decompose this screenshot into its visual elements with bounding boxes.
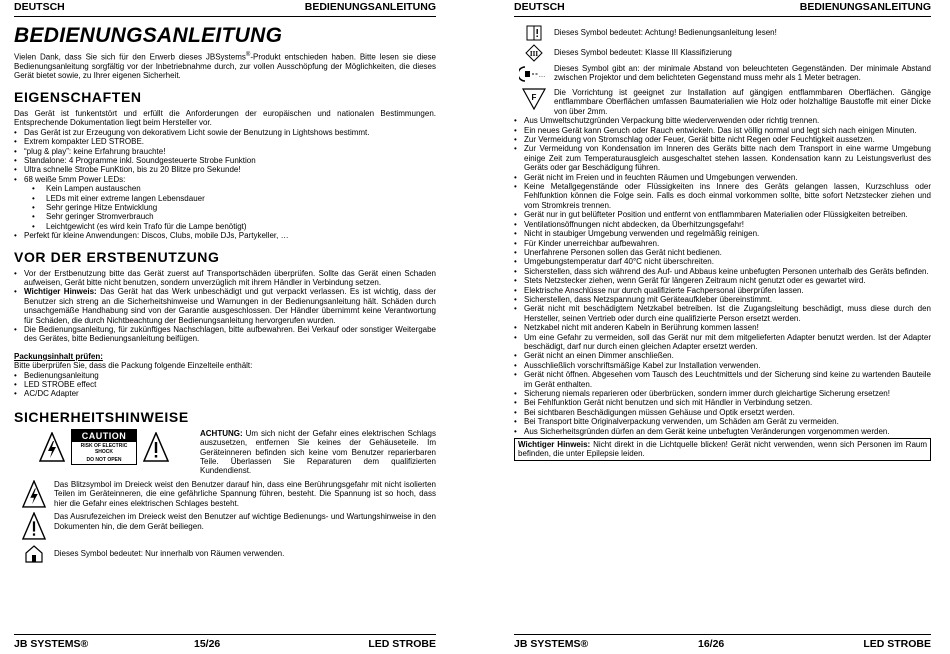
header-title: BEDIENUNGSANLEITUNG [304,1,436,13]
lightning-warning-icon [39,432,65,462]
list-item: • Gerät nicht an einen Dimmer anschließen. [514,351,931,360]
exclamation-triangle-icon [22,512,46,540]
symbol-class-iii: III Dieses Symbol bedeutet: Klasse III Klassifizierung [514,44,931,62]
page-footer [14,634,436,653]
caution-text: ACHTUNG: Um sich nicht der Gefahr eines elektrischen Schlags auszusetzen, entfernen Sie keines der Gehäuseteile. Im Geräteinneren befinden sich keine vom Benutzer reparierbaren Teile. Überlassen Sie Reparaturen dem qualifizierten Kundendienst. [200,428,436,476]
list-item: • Bei Transport bitte Originalverpackung verwenden, um Schäden am Gerät zu vermeiden. [514,417,931,426]
page-header [514,0,931,17]
section-title-before-use: VOR DER ERSTBENUTZUNG [14,248,220,265]
list-item: • Kein Lampen austauschen [14,184,436,193]
section-title-safety: SICHERHEITSHINWEISE [14,408,189,425]
list-item: • Unerfahrene Personen sollen das Gerät nicht bedienen. [514,248,931,257]
page-header [14,0,436,17]
lightning-triangle-icon [22,480,46,508]
list-item: • Ein neues Gerät kann Geruch oder Rauch entwickeln. Das ist völlig normal und legt sich nach einigen Minuten. [514,126,931,135]
list-item: • Ventilationsöffnungen nicht abdecken, da Überhitzungsgefahr! [514,220,931,229]
minimum-distance-icon [519,64,549,84]
list-item: • Perfekt für kleine Anwendungen: Discos, Clubs, mobile DJs, Partykeller, … [14,231,436,240]
footer-brand: JB SYSTEMS® [514,638,589,650]
footer-brand: JB SYSTEMS® [14,638,89,650]
footer-page-number: 16/26 [698,638,725,650]
list-item: • Bei sichtbaren Beschädigungen müssen Gehäuse und Optik ersetzt werden. [514,408,931,417]
list-item: • Sicherstellen, dass Netzspannung mit Geräteaufkleber übereinstimmt. [514,295,931,304]
section-title-features: EIGENSCHAFTEN [14,88,142,105]
list-item: • Vor der Erstbenutzung bitte das Gerät zuerst auf Transportschäden überprüfen. Sollte das Gerät einen Schaden aufweisen, Gerät bitte nicht benutzen, sondern unverzüglich mit ihrem Händler in Verbindung setzen. [14,269,436,288]
list-item: • Bedienungsanleitung [14,371,436,380]
caution-block [14,429,436,476]
indoor-note: Dieses Symbol bedeutet: Nur innerhalb von Räumen verwenden. [14,544,436,564]
exclamation-note: Das Ausrufezeichen im Dreieck weist den Benutzer auf wichtige Bedienungs- und Wartungshinweise in den Dokumenten hin, die dem Gerät beiliegen. [14,512,436,540]
page-right [514,0,931,654]
list-item: • Die Bedienungsanleitung, für zukünftiges Nachschlagen, bitte aufbewahren. Bei Verkauf oder sonstiger Weitergabe des Gerätes, bitte Bedienungsanleitung beifügen. [14,325,436,344]
before-use-list [14,269,436,344]
footer-product: LED STROBE [368,638,436,650]
list-item: • Aus Sicherheitsgründen dürfen an dem Gerät keine unbefugten Veränderungen vorgenommen werden. [514,427,931,436]
symbol-flammable-surface: F Die Vorrichtung ist geeignet zur Installation auf gängigen entflammbaren Oberflächen. Gängige entflammbare Oberflächen umfassen Baumaterialien wie Holz oder holzhaltige Baustoffe mit einer Dicke von über 2mm. [514,88,931,116]
symbol-read-manual: Dieses Symbol bedeutet: Achtung! Bedienungsanleitung lesen! [514,25,931,41]
list-item: • Für Kinder unerreichbar aufbewahren. [514,239,931,248]
lightning-note: Das Blitzsymbol im Dreieck weist den Benutzer darauf hin, dass eine Berührungsgefahr mit nicht isolierten Teilen im Geräteinneren, die eine gefährliche Spannung führen, besteht. Die Spannung ist so hoch, dass hier die Gefahr eines elektrischen Schlages besteht. [14,480,436,508]
list-item: • Ultra schnelle Strobe FunKtion, bis zu 20 Blitze pro Sekunde! [14,165,436,174]
list-item: • Ausschließlich vorschriftsmäßige Kabel zur Installation verwenden. [514,361,931,370]
header-language: DEUTSCH [14,1,65,13]
header-title: BEDIENUNGSANLEITUNG [799,1,931,13]
class-iii-icon [525,44,543,62]
symbol-min-distance: … Dieses Symbol gibt an: der minimale Abstand von beleuchteten Gegenständen. Der minimale Abstand zwischen Projektor und dem belichteten Gegenstand muss mehr als 1 Meter betragen. [514,64,931,84]
svg-text:F: F [531,93,537,102]
list-item: • Gerät nicht im Freien und in feuchten Räumen und Umgebungen verwenden. [514,173,931,182]
list-item: • Elektrische Anschlüsse nur durch qualifizierte Fachpersonal überprüfen lassen. [514,286,931,295]
features-list [14,128,436,184]
list-item: • Um eine Gefahr zu vermeiden, soll das Gerät nur mit dem mitgelieferten Adapter benutzt werden. Ist der Adapter beschädigt, darf nur durch einen gleichen Adapter ersetzt werden. [514,333,931,352]
features-intro: Das Gerät ist funkentstört und erfüllt die Anforderungen der europäischen und nationalen Bestimmungen. Entsprechende Dokumentation liegt beim Hersteller vor. [14,108,436,128]
footer-page-number: 15/26 [194,638,221,650]
list-item: • Das Gerät ist zur Erzeugung von dekorativem Licht sowie der Benutzung in Lightshows bestimmt. [14,128,436,137]
document-title: BEDIENUNGSANLEITUNG [14,24,283,47]
package-contents-title: Packungsinhalt prüfen: [14,351,103,361]
list-item: • Gerät nicht öffnen. Abgesehen vom Tausch des Leuchtmittels und der Sicherung sind keine zu wartenden Bauteile im Gerät enthalten. [514,370,931,389]
list-item: • Extrem kompakter LED STROBE. [14,137,436,146]
list-item: • Sicherung niemals reparieren oder überbrücken, sondern immer durch gleichartige Sicherung ersetzen! [514,389,931,398]
list-item: • Aus Umweltschutzgründen Verpackung bitte wiederverwenden oder richtig trennen. [514,116,931,125]
list-item: • Umgebungstemperatur darf 40°C nicht überschreiten. [514,257,931,266]
list-item: • Leichtgewicht (es wird kein Trafo für die Lampe benötigt) [14,222,436,231]
indoor-use-icon [24,544,44,564]
list-item: • Stets Netzstecker ziehen, wenn Gerät für längeren Zeitraum nicht genutzt oder es gewartet wird. [514,276,931,285]
package-contents-text: Bitte überprüfen Sie, dass die Packung folgende Einzelteile enthält: [14,361,253,371]
list-item: • Sehr geringer Stromverbrauch [14,212,436,221]
list-item: • Keine Metallgegenstände oder Flüssigkeiten ins Innere des Geräts gelangen lassen, Kurzschluss oder Fehlfunktion können die Folge sein. Falls es doch einmal vorkommen sollte, bitte sofort Netzstecker ziehen und vom Stromkreis trennen. [514,182,931,210]
list-item: • Zur Vermeidung von Stromschlag oder Feuer, Gerät bitte nicht Regen oder Feuchtigkeit aussetzen. [514,135,931,144]
list-item: • Standalone: 4 Programme inkl. Soundgesteuerte Strobe Funktion [14,156,436,165]
flammable-surface-icon [522,88,546,110]
list-item: • Nicht in staubiger Umgebung verwenden und regelmäßig reinigen. [514,229,931,238]
read-manual-icon [525,25,543,41]
list-item: • Gerät nur in gut belüfteter Position und entfernt von entflammbaren Materialien oder Flüssigkeiten betreiben. [514,210,931,219]
list-item: • 68 weiße 5mm Power LEDs: [14,175,436,184]
list-item: • Netzkabel nicht mit anderen Kabeln in Berührung kommen lassen! [514,323,931,332]
list-item: • AC/DC Adapter [14,389,436,398]
list-item: • Bei Fehlfunktion Gerät nicht benutzen und sich mit Händler in Verbindung setzen. [514,398,931,407]
caution-label: CAUTION RISK OF ELECTRIC SHOCK DO NOT OPEN [71,429,137,465]
list-item: • Sehr geringe Hitze Entwicklung [14,203,436,212]
svg-text:…: … [538,72,546,79]
important-note-box: Wichtiger Hinweis: Nicht direkt in die Lichtquelle blicken! Gerät nicht verwenden, wenn sich Personen im Raum befinden, die unter Epilepsie leiden. [514,438,931,461]
page-footer [514,634,931,653]
list-item: • Sicherstellen, dass sich während des Auf- und Abbaus keine unbefugten Personen unterhalb des Geräts befinden. [514,267,931,276]
list-item: • Gerät nicht mit beschädigtem Netzkabel betreiben. Ist die Zugangsleitung beschädigt, muss diese durch den Hersteller, seinen Vertrieb oder durch eine qualifizierte Person ersetzt werden. [514,304,931,323]
header-language: DEUTSCH [514,1,565,13]
page-body [14,24,436,564]
exclamation-warning-icon [143,432,169,462]
safety-list [514,116,931,436]
list-item: • Zur Vermeidung von Kondensation im Inneren des Geräts bitte nach dem Transport in eine warme Umgebung einige Zeit zum Temperaturausgleich ausgeschaltet stehen lassen. Kondensation kann zu Leistungsverlust des Geräts oder gar Beschädigung führen. [514,144,931,172]
list-item: • Wichtiger Hinweis: Das Gerät hat das Werk unbeschädigt und gut verpackt verlassen. Es ist wichtig, dass der Benutzer sich streng an die Sicherheitshinweise und Warnungen in der Bedienungsanleitung hält. Schäden durch unsachgemäße Handhabung sind von der Garantie ausgeschlossen. Der Händler übernimmt keine Verantwortung für Schäden, die durch Nichtbeachtung der Bedienungsanleitung hervorgerufen wurden. [14,287,436,325]
led-features-sublist [14,184,436,231]
package-contents-list [14,371,436,399]
list-item: • LED STROBE effect [14,380,436,389]
svg-text:III: III [529,50,539,58]
footer-product: LED STROBE [863,638,931,650]
list-item: • LEDs mit einer extreme langen Lebensdauer [14,194,436,203]
page-left [14,0,436,654]
list-item: • “plug & play”: keine Erfahrung brauchte! [14,147,436,156]
page-body [514,25,931,461]
intro-paragraph: Vielen Dank, dass Sie sich für den Erwerb dieses JBSystems®-Produkt entschieden haben. Bitte lesen sie diese Bedienungsanleitung sorgfältig vor der Inbetriebnahme durch, zur vollen Ausschöpfung der Möglichkeiten, die dieses Gerät bietet sowie, zu Ihrer eigenen Sicherheit. [14,52,437,81]
